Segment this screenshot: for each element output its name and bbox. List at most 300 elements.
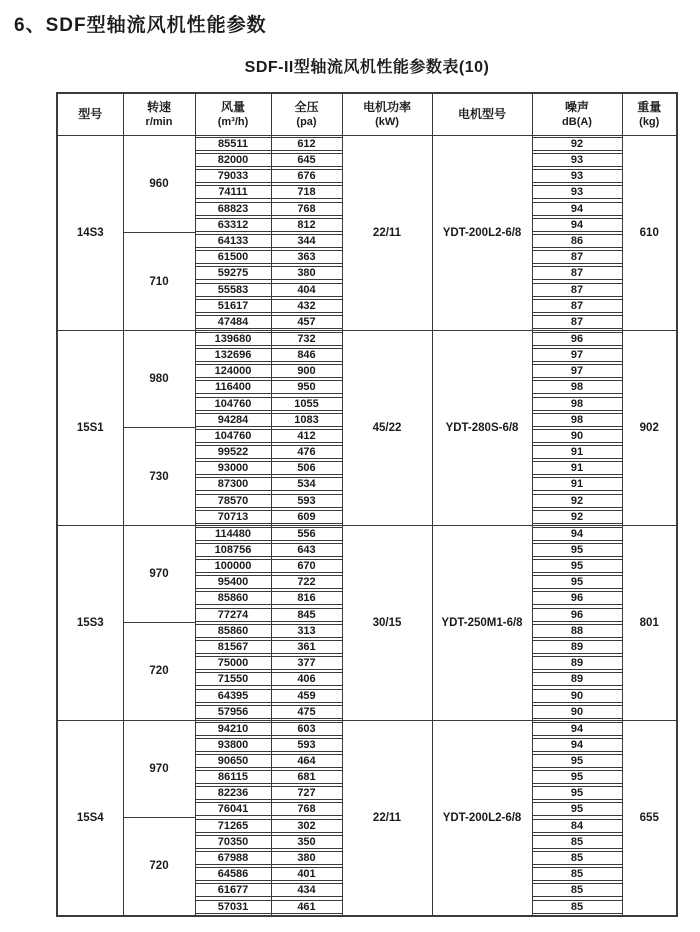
- airflow-cell: [195, 753, 271, 769]
- noise-cell: [532, 785, 622, 801]
- pressure-value: 816: [272, 591, 342, 605]
- noise-cell: [532, 850, 622, 866]
- speed-cell: 970: [123, 525, 195, 622]
- airflow-cell: [195, 428, 271, 444]
- airflow-value: 114480: [196, 527, 271, 541]
- noise-value: 93: [533, 169, 622, 183]
- header-motor-label: 电机型号: [457, 107, 506, 121]
- pressure-value: 718: [272, 185, 342, 199]
- airflow-value: 79033: [196, 169, 271, 183]
- airflow-value: 68823: [196, 202, 271, 216]
- pressure-value: 412: [272, 429, 342, 443]
- pressure-cell: [271, 298, 342, 314]
- pressure-value: 506: [272, 461, 342, 475]
- pressure-cell: [271, 655, 342, 671]
- airflow-cell: [195, 655, 271, 671]
- page-title: 6、SDF型轴流风机性能参数: [14, 15, 267, 36]
- pressure-cell: [271, 866, 342, 882]
- pressure-value: 812: [272, 218, 342, 232]
- header-motor: [432, 93, 532, 136]
- noise-cell: [532, 363, 622, 379]
- noise-value: 89: [533, 656, 622, 670]
- noise-value: 85: [533, 883, 622, 897]
- airflow-value: 78570: [196, 494, 271, 508]
- noise-cell: [532, 347, 622, 363]
- pressure-cell: [271, 834, 342, 850]
- pressure-cell: [271, 882, 342, 898]
- power-cell: 45/22: [342, 330, 432, 525]
- noise-value: 97: [533, 364, 622, 378]
- noise-value: 93: [533, 153, 622, 167]
- noise-value: 87: [533, 250, 622, 264]
- table-title: SDF-II型轴流风机性能参数表(10): [244, 59, 490, 76]
- pressure-value: 377: [272, 656, 342, 670]
- pressure-value: 361: [272, 640, 342, 654]
- noise-cell: [532, 184, 622, 200]
- weight-cell: 902: [622, 330, 677, 525]
- noise-cell: [532, 428, 622, 444]
- motor-model-cell: YDT-250M1-6/8: [432, 525, 532, 720]
- model-cell: 15S4: [57, 720, 123, 915]
- noise-cell: [532, 769, 622, 785]
- noise-value: 90: [533, 705, 622, 719]
- pressure-cell: [271, 590, 342, 606]
- airflow-cell: [195, 152, 271, 168]
- noise-cell: [532, 233, 622, 249]
- airflow-cell: [195, 720, 271, 737]
- airflow-value: 85511: [196, 137, 271, 151]
- pressure-cell: [271, 460, 342, 476]
- pressure-value: 344: [272, 234, 342, 248]
- speed-cell: 720: [123, 818, 195, 916]
- noise-value: 89: [533, 672, 622, 686]
- noise-cell: [532, 655, 622, 671]
- airflow-cell: [195, 509, 271, 526]
- header-noise-unit: dB(A): [562, 115, 592, 128]
- noise-value: 94: [533, 738, 622, 752]
- airflow-value: 104760: [196, 429, 271, 443]
- airflow-cell: [195, 639, 271, 655]
- pressure-value: 670: [272, 559, 342, 573]
- noise-cell: [532, 249, 622, 265]
- noise-cell: [532, 201, 622, 217]
- pressure-cell: [271, 542, 342, 558]
- noise-value: 85: [533, 835, 622, 849]
- noise-value: 87: [533, 315, 622, 329]
- airflow-value: 93800: [196, 738, 271, 752]
- airflow-value: 94284: [196, 413, 271, 427]
- model-cell: 14S3: [57, 136, 123, 331]
- noise-cell: [532, 639, 622, 655]
- pressure-value: 313: [272, 624, 342, 638]
- noise-cell: [532, 152, 622, 168]
- pressure-value: 475: [272, 705, 342, 719]
- noise-value: 91: [533, 461, 622, 475]
- noise-value: 98: [533, 397, 622, 411]
- airflow-cell: [195, 476, 271, 492]
- airflow-cell: [195, 542, 271, 558]
- airflow-cell: [195, 818, 271, 834]
- header-pressure: [271, 93, 342, 136]
- pressure-cell: [271, 201, 342, 217]
- pressure-value: 457: [272, 315, 342, 329]
- table-row: [57, 330, 677, 347]
- header-model: [57, 93, 123, 136]
- pressure-value: 406: [272, 672, 342, 686]
- airflow-cell: [195, 493, 271, 509]
- header-row: [57, 93, 677, 136]
- header-pressure-unit: (pa): [296, 115, 317, 128]
- noise-value: 95: [533, 786, 622, 800]
- noise-value: 92: [533, 510, 622, 524]
- airflow-value: 64586: [196, 867, 271, 881]
- pressure-cell: [271, 363, 342, 379]
- pressure-value: 401: [272, 867, 342, 881]
- pressure-value: 845: [272, 608, 342, 622]
- power-cell: 22/11: [342, 136, 432, 331]
- performance-table: [56, 92, 678, 917]
- airflow-value: 64133: [196, 234, 271, 248]
- noise-value: 88: [533, 624, 622, 638]
- airflow-cell: [195, 249, 271, 265]
- pressure-value: 1055: [272, 397, 342, 411]
- airflow-cell: [195, 412, 271, 428]
- noise-value: 92: [533, 494, 622, 508]
- header-noise: [532, 93, 622, 136]
- noise-cell: [532, 444, 622, 460]
- airflow-cell: [195, 607, 271, 623]
- header-weight: [622, 93, 677, 136]
- pressure-value: 603: [272, 722, 342, 736]
- airflow-cell: [195, 298, 271, 314]
- airflow-value: 85860: [196, 591, 271, 605]
- airflow-cell: [195, 574, 271, 590]
- airflow-cell: [195, 265, 271, 281]
- noise-value: 98: [533, 413, 622, 427]
- airflow-value: 85860: [196, 624, 271, 638]
- airflow-value: 57956: [196, 705, 271, 719]
- pressure-value: 727: [272, 786, 342, 800]
- header-power: [342, 93, 432, 136]
- airflow-value: 94210: [196, 722, 271, 736]
- noise-cell: [532, 525, 622, 542]
- airflow-cell: [195, 184, 271, 200]
- pressure-cell: [271, 330, 342, 347]
- pressure-value: 434: [272, 883, 342, 897]
- pressure-cell: [271, 639, 342, 655]
- pressure-value: 612: [272, 137, 342, 151]
- pressure-value: 363: [272, 250, 342, 264]
- pressure-cell: [271, 850, 342, 866]
- pressure-cell: [271, 753, 342, 769]
- pressure-cell: [271, 184, 342, 200]
- pressure-cell: [271, 737, 342, 753]
- noise-cell: [532, 834, 622, 850]
- noise-cell: [532, 590, 622, 606]
- airflow-cell: [195, 769, 271, 785]
- pressure-cell: [271, 347, 342, 363]
- pressure-cell: [271, 720, 342, 737]
- noise-cell: [532, 574, 622, 590]
- noise-value: 95: [533, 754, 622, 768]
- airflow-cell: [195, 850, 271, 866]
- noise-cell: [532, 607, 622, 623]
- noise-cell: [532, 753, 622, 769]
- airflow-value: 76041: [196, 802, 271, 816]
- airflow-value: 63312: [196, 218, 271, 232]
- pressure-cell: [271, 704, 342, 721]
- noise-cell: [532, 801, 622, 817]
- airflow-cell: [195, 687, 271, 703]
- pressure-value: 432: [272, 299, 342, 313]
- airflow-cell: [195, 623, 271, 639]
- airflow-value: 104760: [196, 397, 271, 411]
- table-row: [57, 720, 677, 737]
- pressure-value: 768: [272, 802, 342, 816]
- table-wrap: [56, 58, 678, 917]
- airflow-value: 75000: [196, 656, 271, 670]
- airflow-value: 139680: [196, 332, 271, 346]
- noise-value: 94: [533, 202, 622, 216]
- speed-cell: 970: [123, 720, 195, 817]
- airflow-value: 71550: [196, 672, 271, 686]
- header-speed: [123, 93, 195, 136]
- pressure-value: 900: [272, 364, 342, 378]
- pressure-cell: [271, 558, 342, 574]
- noise-value: 84: [533, 819, 622, 833]
- pressure-value: 846: [272, 348, 342, 362]
- pressure-cell: [271, 493, 342, 509]
- motor-model-cell: YDT-200L2-6/8: [432, 136, 532, 331]
- airflow-cell: [195, 363, 271, 379]
- pressure-value: 645: [272, 153, 342, 167]
- noise-cell: [532, 720, 622, 737]
- airflow-cell: [195, 444, 271, 460]
- airflow-value: 99522: [196, 445, 271, 459]
- airflow-cell: [195, 882, 271, 898]
- airflow-value: 81567: [196, 640, 271, 654]
- noise-value: 87: [533, 266, 622, 280]
- pressure-value: 302: [272, 819, 342, 833]
- airflow-cell: [195, 282, 271, 298]
- pressure-cell: [271, 623, 342, 639]
- noise-cell: [532, 704, 622, 721]
- noise-cell: [532, 168, 622, 184]
- header-weight-label: 重量: [637, 99, 662, 114]
- noise-cell: [532, 671, 622, 687]
- pressure-cell: [271, 785, 342, 801]
- header-weight-unit: (kg): [639, 115, 660, 128]
- airflow-cell: [195, 704, 271, 721]
- airflow-value: 74111: [196, 185, 271, 199]
- noise-cell: [532, 818, 622, 834]
- speed-cell: 960: [123, 136, 195, 233]
- airflow-cell: [195, 834, 271, 850]
- speed-cell: 980: [123, 330, 195, 427]
- pressure-cell: [271, 282, 342, 298]
- noise-cell: [532, 282, 622, 298]
- pressure-cell: [271, 217, 342, 233]
- pressure-value: 461: [272, 900, 342, 914]
- airflow-cell: [195, 379, 271, 395]
- airflow-value: 95400: [196, 575, 271, 589]
- noise-value: 91: [533, 445, 622, 459]
- airflow-cell: [195, 866, 271, 882]
- pressure-cell: [271, 379, 342, 395]
- noise-value: 96: [533, 591, 622, 605]
- airflow-value: 71265: [196, 819, 271, 833]
- pressure-value: 459: [272, 689, 342, 703]
- airflow-value: 57031: [196, 900, 271, 914]
- airflow-value: 61500: [196, 250, 271, 264]
- pressure-value: 380: [272, 851, 342, 865]
- motor-model-cell: YDT-200L2-6/8: [432, 720, 532, 915]
- airflow-value: 116400: [196, 380, 271, 394]
- noise-value: 93: [533, 185, 622, 199]
- noise-value: 97: [533, 348, 622, 362]
- pressure-cell: [271, 607, 342, 623]
- airflow-value: 100000: [196, 559, 271, 573]
- airflow-value: 47484: [196, 315, 271, 329]
- noise-value: 94: [533, 722, 622, 736]
- pressure-cell: [271, 818, 342, 834]
- airflow-value: 77274: [196, 608, 271, 622]
- noise-value: 89: [533, 640, 622, 654]
- pressure-value: 950: [272, 380, 342, 394]
- noise-cell: [532, 314, 622, 331]
- pressure-cell: [271, 265, 342, 281]
- airflow-cell: [195, 785, 271, 801]
- pressure-value: 350: [272, 835, 342, 849]
- pressure-value: 464: [272, 754, 342, 768]
- pressure-cell: [271, 574, 342, 590]
- airflow-cell: [195, 395, 271, 411]
- noise-value: 92: [533, 137, 622, 151]
- noise-value: 86: [533, 234, 622, 248]
- noise-cell: [532, 899, 622, 916]
- airflow-value: 132696: [196, 348, 271, 362]
- noise-value: 95: [533, 802, 622, 816]
- weight-cell: 655: [622, 720, 677, 915]
- noise-value: 98: [533, 380, 622, 394]
- pressure-value: 643: [272, 543, 342, 557]
- airflow-value: 64395: [196, 689, 271, 703]
- noise-cell: [532, 136, 622, 153]
- pressure-cell: [271, 168, 342, 184]
- pressure-cell: [271, 525, 342, 542]
- pressure-cell: [271, 671, 342, 687]
- noise-cell: [532, 330, 622, 347]
- header-power-unit: (kW): [375, 115, 399, 128]
- speed-cell: 720: [123, 623, 195, 720]
- pressure-cell: [271, 249, 342, 265]
- pressure-cell: [271, 899, 342, 916]
- pressure-value: 732: [272, 332, 342, 346]
- airflow-cell: [195, 168, 271, 184]
- airflow-value: 55583: [196, 283, 271, 297]
- airflow-cell: [195, 558, 271, 574]
- airflow-value: 87300: [196, 477, 271, 491]
- model-cell: 15S1: [57, 330, 123, 525]
- pressure-cell: [271, 509, 342, 526]
- airflow-cell: [195, 136, 271, 153]
- airflow-value: 82000: [196, 153, 271, 167]
- pressure-cell: [271, 801, 342, 817]
- airflow-cell: [195, 314, 271, 331]
- noise-value: 90: [533, 429, 622, 443]
- header-airflow-unit: (m³/h): [217, 115, 249, 128]
- pressure-cell: [271, 476, 342, 492]
- motor-model-cell: YDT-280S-6/8: [432, 330, 532, 525]
- noise-value: 91: [533, 477, 622, 491]
- noise-cell: [532, 866, 622, 882]
- noise-cell: [532, 217, 622, 233]
- airflow-cell: [195, 671, 271, 687]
- noise-cell: [532, 476, 622, 492]
- airflow-cell: [195, 460, 271, 476]
- pressure-value: 676: [272, 169, 342, 183]
- header-airflow: [195, 93, 271, 136]
- pressure-value: 609: [272, 510, 342, 524]
- airflow-value: 70713: [196, 510, 271, 524]
- pressure-cell: [271, 314, 342, 331]
- pressure-value: 722: [272, 575, 342, 589]
- noise-value: 85: [533, 900, 622, 914]
- airflow-cell: [195, 217, 271, 233]
- pressure-cell: [271, 412, 342, 428]
- header-pressure-label: 全压: [294, 99, 319, 114]
- noise-cell: [532, 623, 622, 639]
- airflow-cell: [195, 590, 271, 606]
- pressure-cell: [271, 136, 342, 153]
- model-cell: 15S3: [57, 525, 123, 720]
- pressure-value: 1083: [272, 413, 342, 427]
- pressure-cell: [271, 769, 342, 785]
- header-speed-label: 转速: [146, 99, 171, 114]
- airflow-cell: [195, 347, 271, 363]
- noise-cell: [532, 379, 622, 395]
- noise-cell: [532, 687, 622, 703]
- airflow-value: 82236: [196, 786, 271, 800]
- speed-cell: 710: [123, 233, 195, 330]
- airflow-value: 90650: [196, 754, 271, 768]
- noise-cell: [532, 509, 622, 526]
- header-noise-label: 噪声: [564, 99, 589, 114]
- pressure-cell: [271, 395, 342, 411]
- noise-value: 95: [533, 770, 622, 784]
- pressure-value: 681: [272, 770, 342, 784]
- airflow-value: 124000: [196, 364, 271, 378]
- noise-cell: [532, 460, 622, 476]
- noise-value: 85: [533, 867, 622, 881]
- power-cell: 22/11: [342, 720, 432, 915]
- noise-value: 95: [533, 559, 622, 573]
- airflow-value: 61677: [196, 883, 271, 897]
- noise-cell: [532, 542, 622, 558]
- header-power-label: 电机功率: [362, 99, 411, 114]
- noise-value: 87: [533, 283, 622, 297]
- noise-value: 87: [533, 299, 622, 313]
- pressure-value: 476: [272, 445, 342, 459]
- header-airflow-label: 风量: [220, 99, 245, 114]
- noise-cell: [532, 882, 622, 898]
- pressure-cell: [271, 152, 342, 168]
- airflow-cell: [195, 201, 271, 217]
- noise-value: 94: [533, 218, 622, 232]
- airflow-value: 70350: [196, 835, 271, 849]
- pressure-value: 768: [272, 202, 342, 216]
- speed-cell: 730: [123, 428, 195, 525]
